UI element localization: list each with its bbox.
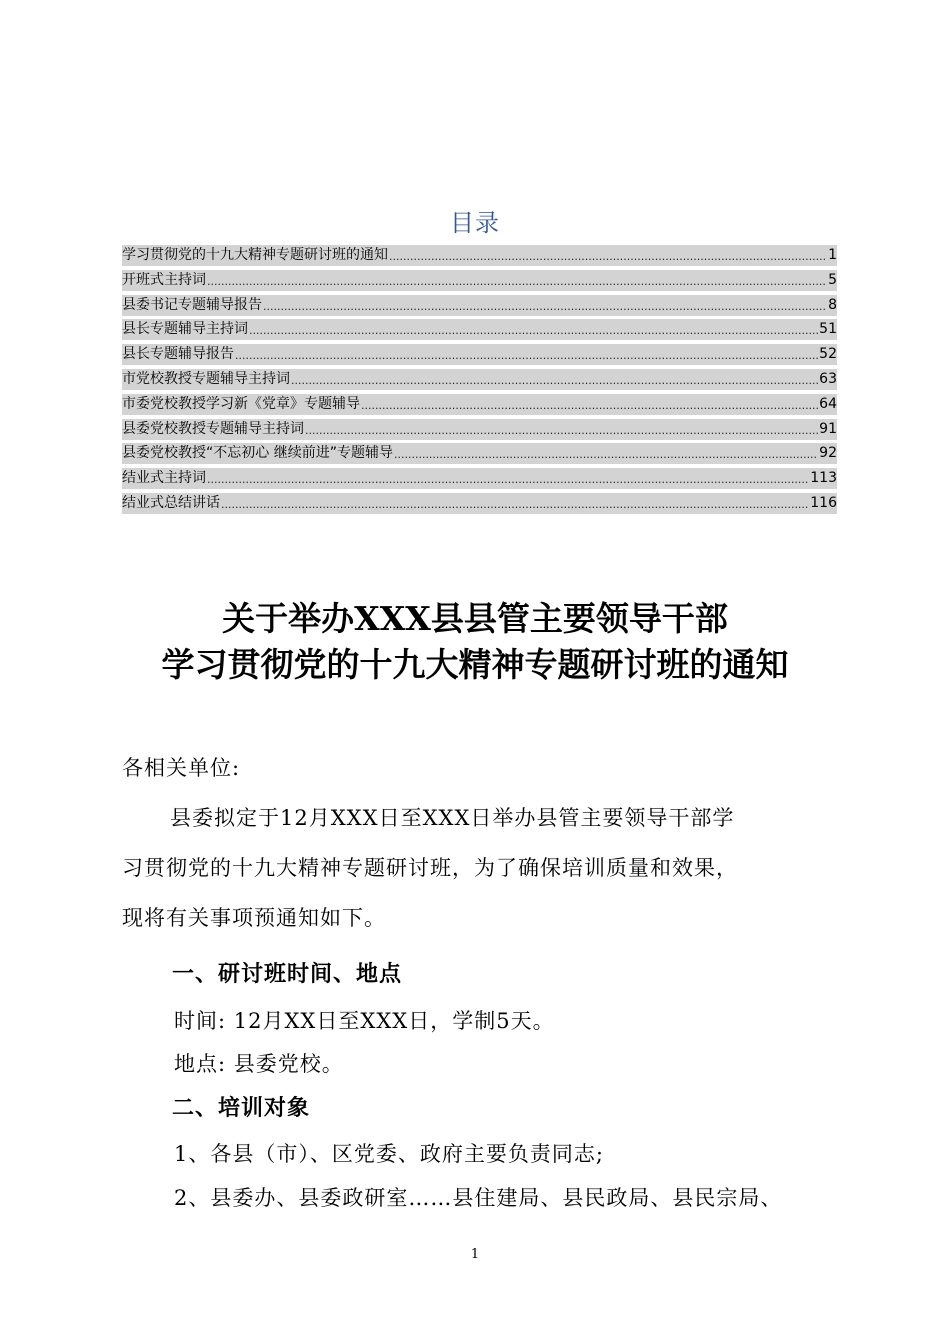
intro-line-3: 现将有关事项预通知如下。 [122, 906, 386, 930]
toc-entry[interactable] [122, 295, 837, 316]
toc-entry-text: 开班式主持词 [122, 271, 206, 288]
toc-entry-text: 县委党校教授专题辅导主持词 [122, 420, 304, 437]
toc-entry-text: 县委书记专题辅导报告 [122, 296, 262, 313]
toc-entry[interactable] [122, 419, 837, 440]
place-line: 地点: 县委党校。 [174, 1052, 344, 1076]
toc-entry-page: 113 [810, 470, 837, 487]
toc-entry[interactable] [122, 468, 837, 489]
toc-entry-text: 学习贯彻党的十九大精神专题研讨班的通知 [122, 247, 388, 263]
document-title-line-1: 关于举办XXX县县管主要领导干部 [222, 599, 728, 638]
toc-entry[interactable] [122, 270, 837, 291]
table-of-contents [122, 245, 837, 518]
toc-entry-page: 64 [819, 395, 837, 412]
toc-entry[interactable] [122, 394, 837, 415]
toc-leader-dots [249, 322, 818, 340]
toc-entry-text: 市委党校教授学习新《党章》专题辅导 [122, 395, 360, 412]
toc-entry[interactable] [122, 319, 837, 340]
toc-leader-dots [207, 273, 827, 291]
toc-entry-text: 县长专题辅导主持词 [122, 321, 248, 338]
toc-entry-page: 1 [828, 247, 837, 263]
toc-leader-dots [361, 397, 818, 415]
toc-entry-page: 51 [819, 321, 837, 338]
toc-entry-text: 结业式主持词 [122, 470, 206, 487]
section-1-heading: 一、研讨班时间、地点 [172, 962, 403, 987]
toc-entry-text: 县委党校教授“不忘初心 继续前进”专题辅导 [122, 445, 393, 462]
toc-entry-page: 52 [819, 346, 837, 363]
intro-line-1: 县委拟定于12月XXX日至XXX日举办县管主要领导干部学 [170, 806, 735, 830]
toc-leader-dots [235, 347, 818, 365]
document-title-line-2: 学习贯彻党的十九大精神专题研讨班的通知 [161, 645, 789, 684]
toc-entry-text: 市党校教授专题辅导主持词 [122, 370, 290, 387]
toc-entry-text: 县长专题辅导报告 [122, 346, 234, 363]
section-2-heading: 二、培训对象 [172, 1096, 311, 1121]
toc-title: 目录 [450, 209, 500, 237]
target-item-2: 2、县委办、县委政研室……县住建局、县民政局、县民宗局、 [174, 1186, 783, 1210]
target-item-1: 1、各县（市）、区党委、政府主要负责同志; [174, 1142, 604, 1166]
intro-line-2: 习贯彻党的十九大精神专题研讨班，为了确保培训质量和效果， [122, 856, 738, 880]
document-title [0, 596, 950, 688]
toc-entry[interactable] [122, 344, 837, 365]
toc-leader-dots [305, 422, 818, 440]
time-line: 时间: 12月XX日至XXX日，学制5天。 [174, 1009, 555, 1033]
toc-leader-dots [221, 496, 809, 514]
toc-leader-dots [394, 446, 818, 464]
salutation: 各相关单位: [122, 756, 241, 780]
page-number: 1 [470, 1247, 480, 1262]
toc-entry-page: 92 [819, 445, 837, 462]
toc-entry[interactable] [122, 493, 837, 514]
toc-leader-dots [207, 471, 809, 489]
toc-entry-page: 8 [828, 296, 837, 313]
toc-entry-page: 116 [810, 494, 837, 511]
toc-entry[interactable] [122, 369, 837, 390]
toc-entry-page: 5 [828, 271, 837, 288]
toc-entry[interactable] [122, 245, 837, 266]
toc-leader-dots [263, 298, 827, 316]
toc-entry-text: 结业式总结讲话 [122, 494, 220, 511]
toc-entry-page: 91 [819, 420, 837, 437]
toc-leader-dots [291, 372, 818, 390]
toc-entry[interactable] [122, 443, 837, 464]
toc-leader-dots [389, 248, 827, 266]
toc-entry-page: 63 [819, 370, 837, 387]
